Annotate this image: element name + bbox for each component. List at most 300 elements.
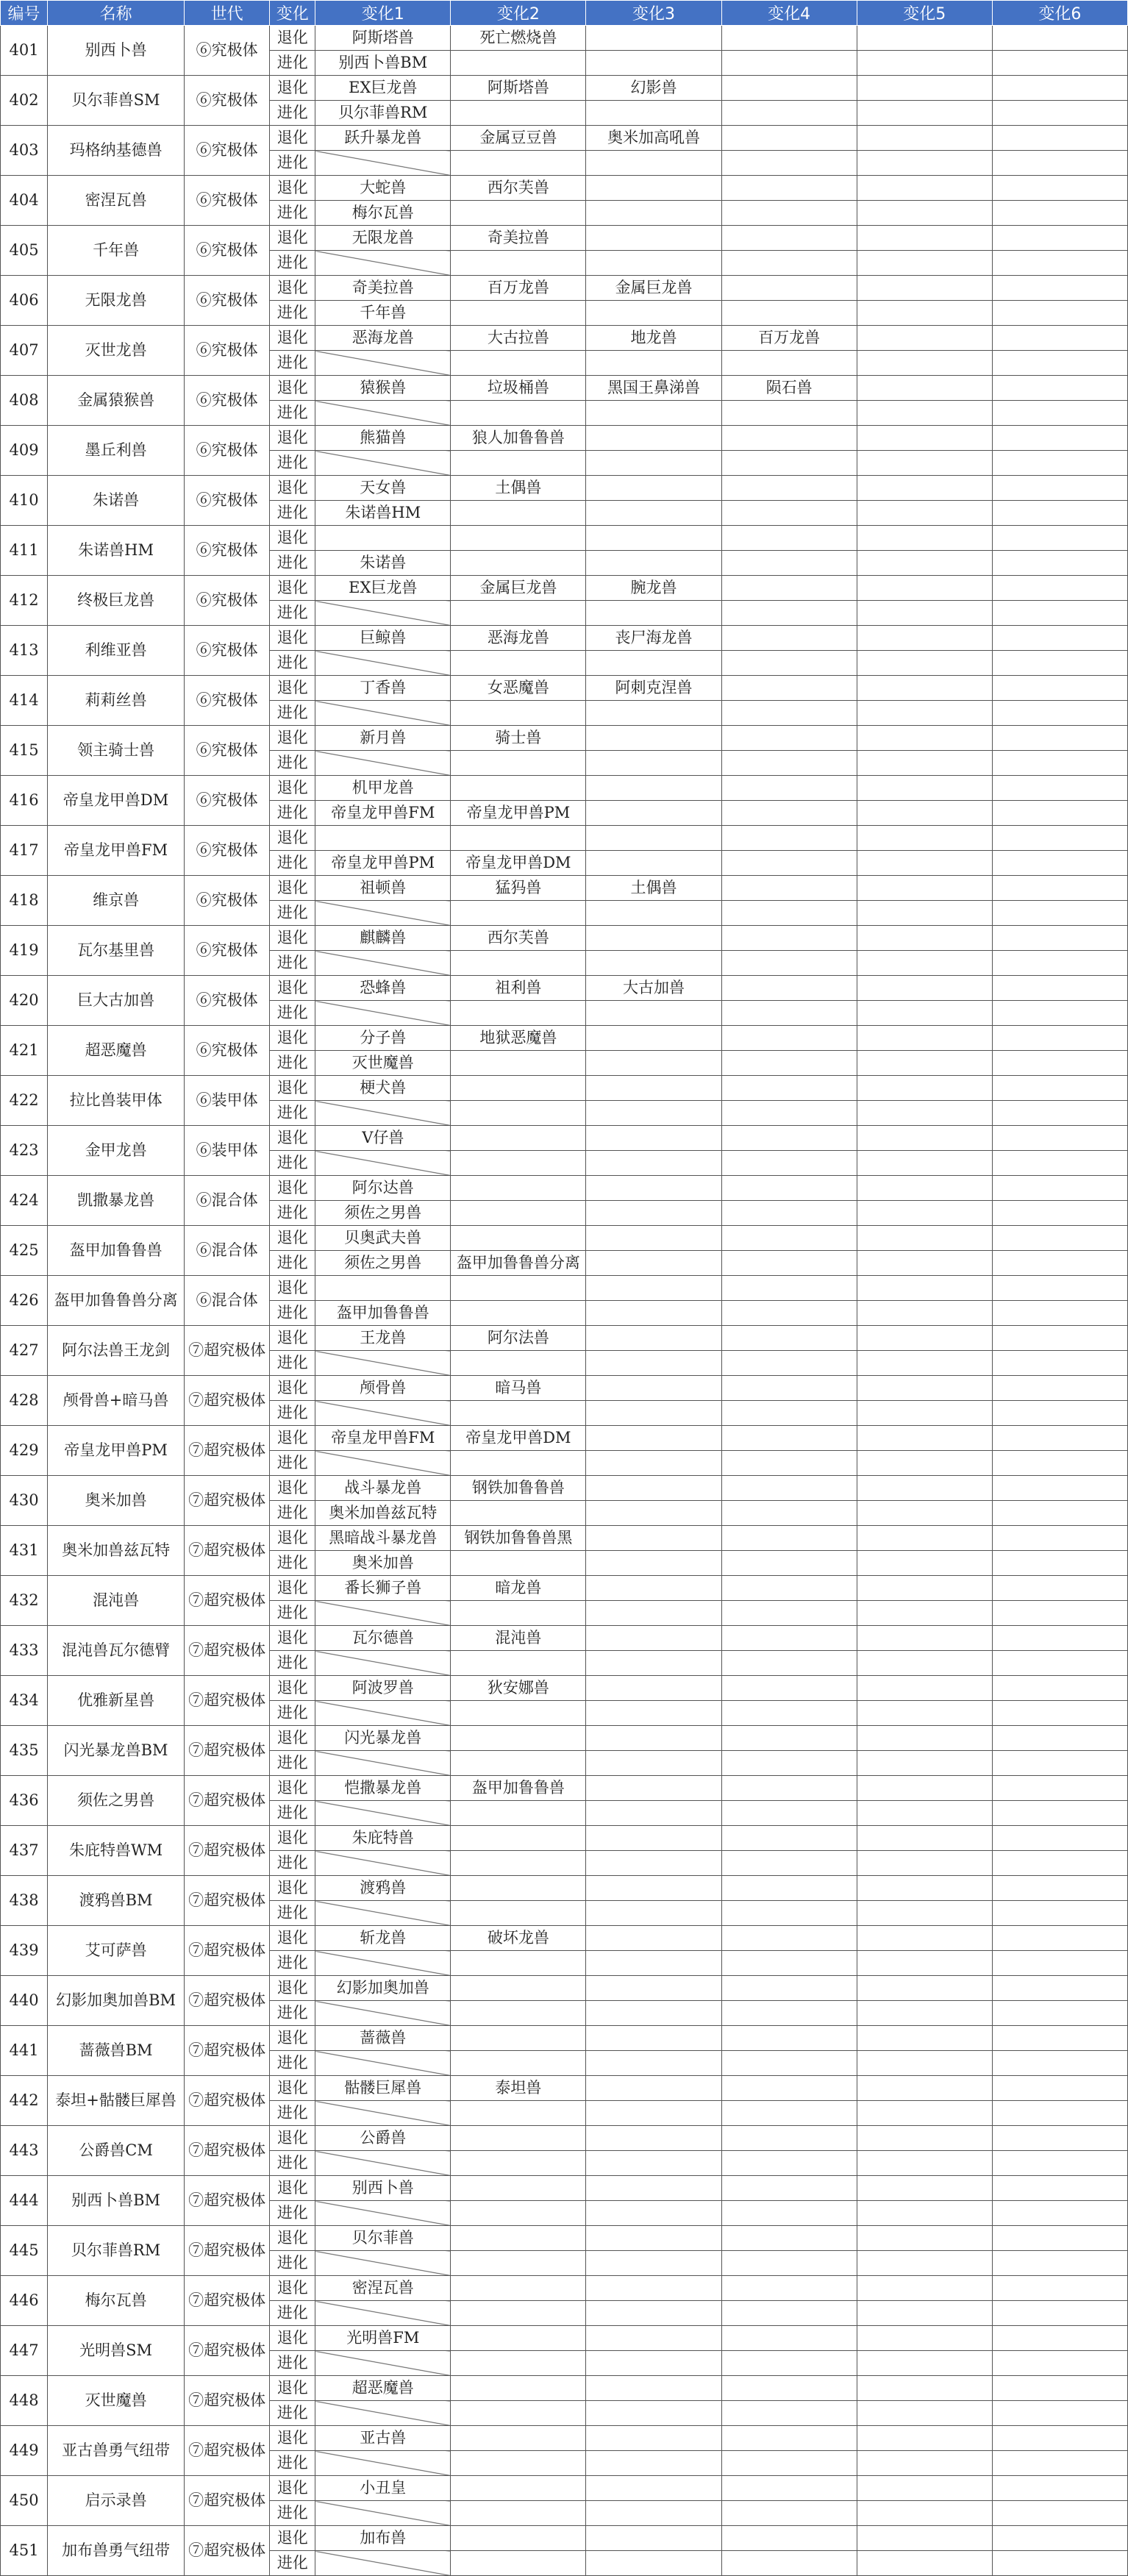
direction-label-down: 退化 xyxy=(270,676,315,701)
devolution-cell xyxy=(721,1776,857,1801)
evolution-cell xyxy=(721,1151,857,1176)
id-cell: 440 xyxy=(1,1976,48,2026)
devolution-cell xyxy=(857,176,992,201)
devolution-cell: 丁香兽 xyxy=(315,676,451,701)
devolution-cell xyxy=(586,1776,721,1801)
evolution-cell xyxy=(721,501,857,526)
devolution-cell xyxy=(586,1026,721,1051)
name-cell: 超恶魔兽 xyxy=(48,1026,185,1076)
devolution-cell xyxy=(586,776,721,801)
table-row xyxy=(1,1226,1128,1251)
devolution-cell: 巨鲸兽 xyxy=(315,626,451,651)
evolution-cell xyxy=(992,1301,1127,1326)
devolution-cell: 公爵兽 xyxy=(315,2126,451,2151)
table-row xyxy=(1,226,1128,251)
evolution-cell xyxy=(451,1051,586,1076)
table-row xyxy=(1,1076,1128,1101)
evolution-cell xyxy=(315,1801,451,1826)
evolution-cell xyxy=(586,551,721,576)
devolution-cell xyxy=(721,26,857,51)
devolution-cell xyxy=(451,2426,586,2451)
generation-cell: ⑦超究极体 xyxy=(185,1726,270,1776)
direction-label-up: 进化 xyxy=(270,101,315,126)
direction-label-up: 进化 xyxy=(270,1101,315,1126)
evolution-cell xyxy=(857,101,992,126)
devolution-cell xyxy=(586,426,721,451)
devolution-cell xyxy=(857,2226,992,2251)
devolution-cell xyxy=(857,2176,992,2201)
devolution-cell xyxy=(857,426,992,451)
evolution-cell xyxy=(451,651,586,676)
evolution-cell xyxy=(721,1951,857,1976)
evolution-cell xyxy=(315,1901,451,1926)
evolution-cell xyxy=(992,651,1127,676)
devolution-cell: 混沌兽 xyxy=(451,1626,586,1651)
devolution-cell: 闪光暴龙兽 xyxy=(315,1726,451,1751)
table-row xyxy=(1,2326,1128,2351)
devolution-cell xyxy=(721,1326,857,1351)
table-row xyxy=(1,2276,1128,2301)
evolution-cell xyxy=(857,2501,992,2526)
devolution-cell xyxy=(992,1576,1127,1601)
devolution-cell xyxy=(857,1776,992,1801)
devolution-cell xyxy=(721,1026,857,1051)
evolution-cell xyxy=(451,2501,586,2526)
evolution-cell: 盔甲加鲁鲁兽分离 xyxy=(451,1251,586,1276)
evolution-cell xyxy=(586,1601,721,1626)
devolution-cell xyxy=(992,176,1127,201)
devolution-cell xyxy=(857,826,992,851)
devolution-cell: 暗龙兽 xyxy=(451,1576,586,1601)
direction-label-up: 进化 xyxy=(270,2001,315,2026)
direction-label-up: 进化 xyxy=(270,851,315,876)
devolution-cell xyxy=(857,1576,992,1601)
table-row xyxy=(1,1576,1128,1601)
devolution-cell xyxy=(857,1926,992,1951)
evolution-cell xyxy=(992,251,1127,276)
direction-label-up: 进化 xyxy=(270,1751,315,1776)
direction-label-down: 退化 xyxy=(270,776,315,801)
evolution-cell xyxy=(315,251,451,276)
evolution-cell xyxy=(451,1301,586,1326)
name-cell: 盔甲加鲁鲁兽 xyxy=(48,1226,185,1276)
direction-label-up: 进化 xyxy=(270,551,315,576)
devolution-cell xyxy=(992,2326,1127,2351)
devolution-cell xyxy=(992,1026,1127,1051)
evolution-cell xyxy=(857,801,992,826)
table-row xyxy=(1,726,1128,751)
devolution-cell xyxy=(586,226,721,251)
id-cell: 406 xyxy=(1,276,48,326)
devolution-cell xyxy=(992,876,1127,901)
devolution-cell xyxy=(721,426,857,451)
devolution-cell xyxy=(857,1326,992,1351)
evolution-cell xyxy=(586,251,721,276)
evolution-cell xyxy=(857,1951,992,1976)
name-cell: 启示录兽 xyxy=(48,2476,185,2526)
devolution-cell xyxy=(721,226,857,251)
table-row xyxy=(1,126,1128,151)
evolution-cell xyxy=(992,1951,1127,1976)
generation-cell: ⑥究极体 xyxy=(185,876,270,926)
direction-label-up: 进化 xyxy=(270,401,315,426)
devolution-cell xyxy=(451,826,586,851)
direction-label-up: 进化 xyxy=(270,1351,315,1376)
evolution-cell xyxy=(857,1401,992,1426)
generation-cell: ⑥究极体 xyxy=(185,76,270,126)
evolution-cell xyxy=(857,2101,992,2126)
evolution-cell xyxy=(857,1851,992,1876)
evolution-cell xyxy=(992,2301,1127,2326)
id-cell: 405 xyxy=(1,226,48,276)
id-cell: 422 xyxy=(1,1076,48,1126)
devolution-cell: 麒麟兽 xyxy=(315,926,451,951)
name-cell: 混沌兽 xyxy=(48,1576,185,1626)
devolution-cell xyxy=(721,1076,857,1101)
devolution-cell xyxy=(721,976,857,1001)
devolution-cell xyxy=(451,526,586,551)
devolution-cell xyxy=(992,1326,1127,1351)
direction-label-up: 进化 xyxy=(270,2151,315,2176)
name-cell: 别西卜兽BM xyxy=(48,2176,185,2226)
devolution-cell xyxy=(992,1676,1127,1701)
evolution-cell xyxy=(451,1451,586,1476)
devolution-cell xyxy=(586,1676,721,1701)
devolution-cell xyxy=(721,1726,857,1751)
devolution-cell: 陨石兽 xyxy=(721,376,857,401)
devolution-cell: 骷髅巨犀兽 xyxy=(315,2076,451,2101)
devolution-cell: 祖利兽 xyxy=(451,976,586,1001)
devolution-cell xyxy=(451,1976,586,2001)
generation-cell: ⑥混合体 xyxy=(185,1276,270,1326)
generation-cell: ⑦超究极体 xyxy=(185,2326,270,2376)
devolution-cell: 密涅瓦兽 xyxy=(315,2276,451,2301)
devolution-cell xyxy=(857,126,992,151)
evolution-cell xyxy=(451,1651,586,1676)
direction-label-up: 进化 xyxy=(270,951,315,976)
devolution-cell xyxy=(721,576,857,601)
name-cell: 须佐之男兽 xyxy=(48,1776,185,1826)
evolution-cell xyxy=(992,1001,1127,1026)
devolution-cell xyxy=(586,826,721,851)
devolution-cell: 梗犬兽 xyxy=(315,1076,451,1101)
evolution-cell: 帝皇龙甲兽DM xyxy=(451,851,586,876)
evolution-cell xyxy=(992,1601,1127,1626)
id-cell: 441 xyxy=(1,2026,48,2076)
evolution-cell xyxy=(857,1601,992,1626)
direction-label-up: 进化 xyxy=(270,651,315,676)
evolution-cell xyxy=(451,451,586,476)
devolution-cell xyxy=(992,576,1127,601)
devolution-cell xyxy=(857,2276,992,2301)
devolution-cell: 泰坦兽 xyxy=(451,2076,586,2101)
devolution-cell: 黑暗战斗暴龙兽 xyxy=(315,1526,451,1551)
devolution-cell xyxy=(992,776,1127,801)
evolution-cell xyxy=(992,2201,1127,2226)
direction-label-down: 退化 xyxy=(270,2176,315,2201)
devolution-cell: 恺撒暴龙兽 xyxy=(315,1776,451,1801)
devolution-cell xyxy=(992,1526,1127,1551)
evolution-cell xyxy=(721,1701,857,1726)
evolution-cell xyxy=(451,1001,586,1026)
evolution-cell xyxy=(315,1651,451,1676)
id-cell: 430 xyxy=(1,1476,48,1526)
evolution-cell: 千年兽 xyxy=(315,301,451,326)
evolution-cell xyxy=(586,2001,721,2026)
devolution-cell xyxy=(857,2426,992,2451)
direction-label-up: 进化 xyxy=(270,1801,315,1826)
direction-label-up: 进化 xyxy=(270,1551,315,1576)
id-cell: 409 xyxy=(1,426,48,476)
table-row xyxy=(1,76,1128,101)
direction-label-down: 退化 xyxy=(270,1276,315,1301)
generation-cell: ⑦超究极体 xyxy=(185,2376,270,2426)
devolution-cell xyxy=(992,626,1127,651)
id-cell: 433 xyxy=(1,1626,48,1676)
devolution-cell: 小丑皇 xyxy=(315,2476,451,2501)
evolution-cell: 灭世魔兽 xyxy=(315,1051,451,1076)
generation-cell: ⑥究极体 xyxy=(185,1026,270,1076)
devolution-cell xyxy=(586,2126,721,2151)
direction-label-down: 退化 xyxy=(270,1426,315,1451)
generation-cell: ⑥混合体 xyxy=(185,1226,270,1276)
id-cell: 431 xyxy=(1,1526,48,1576)
direction-label-down: 退化 xyxy=(270,2276,315,2301)
table-row xyxy=(1,176,1128,201)
devolution-cell: 分子兽 xyxy=(315,1026,451,1051)
devolution-cell xyxy=(721,1126,857,1151)
devolution-cell: 钢铁加鲁鲁兽 xyxy=(451,1476,586,1501)
evolution-cell xyxy=(857,1001,992,1026)
devolution-cell xyxy=(721,826,857,851)
id-cell: 437 xyxy=(1,1826,48,1876)
evolution-cell xyxy=(315,1601,451,1626)
devolution-cell: 光明兽FM xyxy=(315,2326,451,2351)
direction-label-up: 进化 xyxy=(270,1251,315,1276)
devolution-cell xyxy=(721,2126,857,2151)
devolution-cell xyxy=(586,2376,721,2401)
devolution-cell xyxy=(857,1726,992,1751)
direction-label-down: 退化 xyxy=(270,326,315,351)
id-cell: 402 xyxy=(1,76,48,126)
name-cell: 奥米加兽兹瓦特 xyxy=(48,1526,185,1576)
evolution-cell xyxy=(586,1151,721,1176)
devolution-cell xyxy=(857,476,992,501)
id-cell: 429 xyxy=(1,1426,48,1476)
id-cell: 421 xyxy=(1,1026,48,1076)
generation-cell: ⑦超究极体 xyxy=(185,1426,270,1476)
evolution-cell xyxy=(586,301,721,326)
devolution-cell xyxy=(857,676,992,701)
devolution-cell xyxy=(857,1676,992,1701)
devolution-cell xyxy=(721,2076,857,2101)
devolution-cell xyxy=(721,1826,857,1851)
generation-cell: ⑦超究极体 xyxy=(185,1926,270,1976)
devolution-cell xyxy=(451,2226,586,2251)
evolution-cell xyxy=(315,751,451,776)
devolution-cell xyxy=(586,2176,721,2201)
direction-label-up: 进化 xyxy=(270,151,315,176)
table-row xyxy=(1,2026,1128,2051)
table-row xyxy=(1,676,1128,701)
devolution-cell xyxy=(992,1426,1127,1451)
devolution-cell: 新月兽 xyxy=(315,726,451,751)
devolution-cell xyxy=(721,1676,857,1701)
evolution-cell xyxy=(721,351,857,376)
devolution-cell: 百万龙兽 xyxy=(721,326,857,351)
generation-cell: ⑥究极体 xyxy=(185,626,270,676)
devolution-cell xyxy=(992,2076,1127,2101)
evolution-cell xyxy=(721,101,857,126)
generation-cell: ⑥究极体 xyxy=(185,326,270,376)
devolution-cell xyxy=(721,1976,857,2001)
direction-label-down: 退化 xyxy=(270,1326,315,1351)
evolution-cell xyxy=(586,2351,721,2376)
devolution-cell: 狼人加鲁鲁兽 xyxy=(451,426,586,451)
devolution-cell: 垃圾桶兽 xyxy=(451,376,586,401)
evolution-cell xyxy=(451,2051,586,2076)
evolution-cell xyxy=(857,1051,992,1076)
devolution-cell xyxy=(451,2026,586,2051)
evolution-cell xyxy=(586,1451,721,1476)
evolution-cell xyxy=(451,751,586,776)
generation-cell: ⑥究极体 xyxy=(185,476,270,526)
table-row xyxy=(1,1276,1128,1301)
generation-cell: ⑥究极体 xyxy=(185,26,270,76)
devolution-cell: EX巨龙兽 xyxy=(315,76,451,101)
id-cell: 420 xyxy=(1,976,48,1026)
table-row xyxy=(1,276,1128,301)
devolution-cell: 丧尸海龙兽 xyxy=(586,626,721,651)
evolution-cell xyxy=(451,2151,586,2176)
id-cell: 432 xyxy=(1,1576,48,1626)
name-cell: 维京兽 xyxy=(48,876,185,926)
evolution-cell xyxy=(721,1001,857,1026)
name-cell: 凯撒暴龙兽 xyxy=(48,1176,185,1226)
evolution-cell xyxy=(857,2351,992,2376)
id-cell: 401 xyxy=(1,26,48,76)
evolution-cell xyxy=(586,401,721,426)
name-cell: 金属猿猴兽 xyxy=(48,376,185,426)
generation-cell: ⑦超究极体 xyxy=(185,2176,270,2226)
devolution-cell: 大古拉兽 xyxy=(451,326,586,351)
devolution-cell xyxy=(451,1226,586,1251)
devolution-cell xyxy=(721,2476,857,2501)
evolution-cell xyxy=(992,1751,1127,1776)
devolution-cell: 超恶魔兽 xyxy=(315,2376,451,2401)
id-cell: 428 xyxy=(1,1376,48,1426)
evolution-cell xyxy=(586,1551,721,1576)
devolution-cell xyxy=(586,1076,721,1101)
evolution-cell xyxy=(857,501,992,526)
evolution-cell xyxy=(857,1751,992,1776)
evolution-cell xyxy=(857,2551,992,2576)
name-cell: 亚古兽勇气纽带 xyxy=(48,2426,185,2476)
devolution-cell xyxy=(586,2426,721,2451)
name-cell: 帝皇龙甲兽DM xyxy=(48,776,185,826)
evolution-cell xyxy=(451,901,586,926)
evolution-cell xyxy=(315,2001,451,2026)
evolution-cell xyxy=(721,201,857,226)
evolution-cell xyxy=(721,2101,857,2126)
devolution-cell xyxy=(857,2126,992,2151)
evolution-cell xyxy=(857,451,992,476)
evolution-cell xyxy=(857,2151,992,2176)
evolution-cell: 帝皇龙甲兽FM xyxy=(315,801,451,826)
devolution-cell: 斩龙兽 xyxy=(315,1926,451,1951)
header-variant-3: 变化3 xyxy=(586,1,721,26)
evolution-cell xyxy=(315,2151,451,2176)
evolution-cell xyxy=(721,451,857,476)
evolution-cell xyxy=(721,1301,857,1326)
table-row xyxy=(1,1826,1128,1851)
devolution-cell: 死亡燃烧兽 xyxy=(451,26,586,51)
devolution-cell: 机甲龙兽 xyxy=(315,776,451,801)
name-cell: 金甲龙兽 xyxy=(48,1126,185,1176)
devolution-cell xyxy=(586,1326,721,1351)
evolution-cell xyxy=(451,2001,586,2026)
devolution-cell xyxy=(857,2076,992,2101)
devolution-cell xyxy=(586,2076,721,2101)
devolution-cell xyxy=(721,1226,857,1251)
name-cell: 优雅新星兽 xyxy=(48,1676,185,1726)
evolution-cell xyxy=(721,651,857,676)
evolution-cell xyxy=(992,551,1127,576)
devolution-cell xyxy=(992,1376,1127,1401)
evolution-cell xyxy=(586,901,721,926)
devolution-cell xyxy=(992,476,1127,501)
devolution-cell xyxy=(315,826,451,851)
devolution-cell: 帝皇龙甲兽FM xyxy=(315,1426,451,1451)
devolution-cell xyxy=(721,2026,857,2051)
evolution-cell xyxy=(857,2051,992,2076)
evolution-cell xyxy=(451,1351,586,1376)
name-cell: 幻影加奥加兽BM xyxy=(48,1976,185,2026)
evolution-cell xyxy=(315,401,451,426)
devolution-cell: 奇美拉兽 xyxy=(451,226,586,251)
evolution-cell xyxy=(451,501,586,526)
id-cell: 412 xyxy=(1,576,48,626)
direction-label-down: 退化 xyxy=(270,1876,315,1901)
devolution-cell xyxy=(586,526,721,551)
evolution-cell xyxy=(721,1251,857,1276)
evolution-cell xyxy=(586,151,721,176)
evolution-cell xyxy=(586,501,721,526)
devolution-cell: 土偶兽 xyxy=(451,476,586,501)
name-cell: 帝皇龙甲兽FM xyxy=(48,826,185,876)
generation-cell: ⑥究极体 xyxy=(185,726,270,776)
devolution-cell: 阿斯塔兽 xyxy=(451,76,586,101)
devolution-cell xyxy=(992,2226,1127,2251)
name-cell: 渡鸦兽BM xyxy=(48,1876,185,1926)
id-cell: 418 xyxy=(1,876,48,926)
evolution-cell xyxy=(315,1151,451,1176)
devolution-cell xyxy=(992,826,1127,851)
id-cell: 419 xyxy=(1,926,48,976)
evolution-cell xyxy=(857,1701,992,1726)
table-row xyxy=(1,1726,1128,1751)
evolution-cell xyxy=(857,1201,992,1226)
header-variant-5: 变化5 xyxy=(857,1,992,26)
evolution-cell: 朱诺兽 xyxy=(315,551,451,576)
evolution-cell xyxy=(586,1251,721,1276)
direction-label-down: 退化 xyxy=(270,126,315,151)
evolution-cell xyxy=(992,2551,1127,2576)
evolution-cell xyxy=(721,2001,857,2026)
header-generation: 世代 xyxy=(185,1,270,26)
devolution-cell xyxy=(992,1276,1127,1301)
devolution-cell: 破坏龙兽 xyxy=(451,1926,586,1951)
